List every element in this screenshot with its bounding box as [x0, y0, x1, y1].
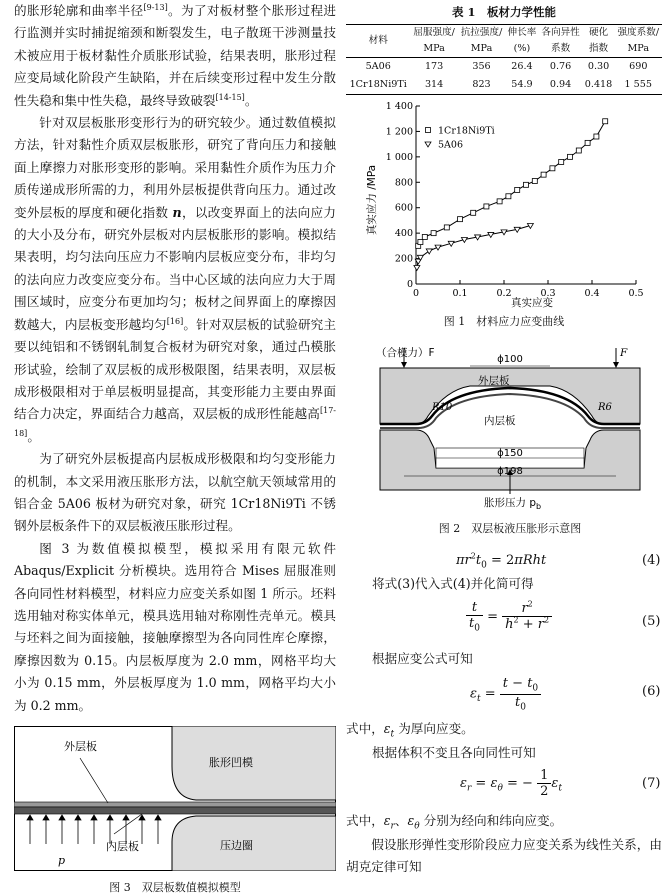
chart-point-square [418, 240, 423, 245]
fig2-r10: R10 [432, 402, 453, 413]
table-header: 屈服强度/ [410, 25, 457, 42]
figure-3 [14, 726, 336, 892]
fig2-pressure-label: 胀形压力 $p_b$ [484, 497, 542, 511]
chart-x-tick-label: 0.2 [496, 288, 512, 299]
equation-6-number: (6) [642, 684, 661, 699]
table-row: 5A06 173 356 26.4 0.76 0.30 690 [365, 61, 648, 72]
chart-point-square [515, 187, 520, 192]
chart-point-square [497, 199, 502, 204]
chart-legend-label: 5A06 [438, 139, 463, 151]
fig2-caption: 图 2 双层板液压胀形示意图 [438, 522, 582, 535]
chart-point-square [422, 234, 427, 239]
fig2-inner-label: 内层板 [484, 415, 516, 427]
equation-4: $\pi r^2t_0 = 2\pi Rht$ [456, 551, 547, 571]
chart-point-square [568, 154, 573, 159]
left-column [14, 0, 336, 717]
chart-point-square [506, 194, 511, 199]
fig2-diagram [360, 344, 660, 512]
paragraph-4: 图 3 为数值模拟模型，模拟采用有限元软件 Abaqus/Explicit 分析模块。选用符合 Mises 屈服准则各向同性材料模型，材料应力应变关系如图 1 所示。坯料选用轴对称实体单元，模具选用轴对称刚性壳单元。模具与坯料之间为面接触，接触摩擦型为各向同性库仑摩擦，摩擦因数为 0.15。内层板厚度为 2.0 mm，网格平均大小为 0.15 mm，外层板厚度为 1.0 mm，网格平均大小为 0.2 mm。 [14, 540, 336, 713]
chart-x-tick-label: 0.4 [584, 288, 600, 299]
chart-point-triangle [414, 265, 420, 270]
chart-point-square [559, 159, 564, 164]
fig3-die-label: 胀形凹模 [209, 756, 253, 769]
table-row: 1Cr18Ni9Ti 314 823 54.9 0.94 0.418 1 555 [346, 76, 662, 95]
chart-y-tick-label: 1 000 [385, 151, 413, 163]
chart-ylabel: 真实应力 /MPa [366, 164, 378, 236]
text-radial-strain: 式中，$\varepsilon_r$、$\varepsilon_\theta$ 分别为经向和纬向应变。 [346, 813, 563, 832]
equation-7: $\varepsilon_r = \varepsilon_\theta$ = − $\frac{1}{2}$ $\varepsilon_t$ [460, 768, 562, 799]
equation-4-number: (4) [642, 553, 661, 568]
table-header: 材料 [346, 25, 410, 58]
fig3-diagram [14, 726, 336, 871]
table-header: 指数 [583, 41, 615, 58]
chart-point-square [524, 182, 529, 187]
chart-y-tick-label: 0 [406, 279, 413, 290]
text-volume: 根据体积不变且各向同性可知 [372, 745, 536, 760]
equation-5-number: (5) [642, 614, 661, 629]
table-header: MPa [410, 41, 457, 58]
equation-7-number: (7) [642, 776, 661, 791]
paragraph-1: 的胀形轮廓和曲率半径[9-13]。为了对板材整个胀形过程进行监测并实时捕捉缩颈和断裂发生，电子散斑干涉测量技术被应用于板材黏性介质胀形试验，结果表明，胀形过程应变局域化阶段产生缺陷，并在后续变形过程中发生分散性失稳和集中性失稳，最终导致破裂[14-15]。 [14, 2, 337, 108]
text-hooke: 假设胀形弹性变形阶段应力应变关系为线性关系，由胡克定律可知 [346, 837, 662, 875]
chart-point-square [550, 166, 555, 171]
fig3-outer-label: 外层板 [64, 740, 97, 753]
chart-y-tick-label: 1 400 [385, 101, 413, 112]
chart-point-square [576, 148, 581, 153]
fig2-force-label: （合模力）F [376, 347, 435, 359]
table-title: 表 1 板材力学性能 [451, 5, 556, 19]
chart-point-square [541, 172, 546, 177]
table-header: 各向异性 [539, 25, 583, 42]
fig2-r6: R6 [598, 402, 612, 413]
table-header: 伸长率 [505, 25, 538, 42]
fig2-d198: ϕ198 [497, 466, 523, 477]
text-thickness-strain: 式中，$\varepsilon_t$ 为厚向应变。 [346, 721, 474, 740]
figure-2 [360, 344, 660, 534]
chart-point-square [458, 217, 463, 222]
chart-x-tick-label: 0 [412, 288, 420, 299]
fig2-d150: ϕ150 [497, 448, 523, 459]
chart-point-square [431, 231, 436, 236]
table-header: 抗拉强度/ [458, 25, 505, 42]
paragraph-2: 针对双层板胀形变形行为的研究较少。通过数值模拟方法，针对黏性介质双层板胀形，研究了背向压力和接触面上摩擦力对胀形变形的影响。采用黏性介质作为压力介质传递成形所需的力，利用外层板提供背向压力。通过改变外层板的厚度和硬化指数 n，以改变界面上的法向应力的大小及分布，研究外层板对内层板胀形的影响。模拟结果表明，均匀法向压应力不影响内层板应变分布，非均匀的法向应力改变应变分布。当中心区域的法向应力大于周围区域时，应变分布更加均匀；板材之间界面上的摩擦因数越大，内层板变形越均匀[16]。针对双层板的试验研究主要以纯铝和不锈钢轧制复合板材为研究对象，通过凸模胀形试验，绘制了双层板的成形极限图，结果表明，双层板成形极限相对于单层板明显提高，其变形能力主要由界面结合力决定，界面结合力越高，双层板的成形性能越高[17-18]。 [14, 115, 337, 444]
chart-x-tick-label: 0.5 [628, 288, 644, 299]
table-header: 系数 [539, 41, 583, 58]
fig1-caption: 图 1 材料应力应变曲线 [443, 315, 565, 328]
text-substitute: 将式(3)代入式(4)并化简可得 [372, 576, 534, 591]
chart-y-tick-label: 600 [394, 202, 413, 214]
fig2-d100: ϕ100 [497, 354, 523, 365]
chart-y-tick-label: 1 200 [385, 126, 413, 138]
chart-point-square [594, 134, 599, 139]
fig3-caption: 图 3 双层板数值模拟模型 [109, 881, 241, 894]
chart-legend-marker [426, 128, 431, 133]
chart-point-square [603, 119, 608, 124]
table-header: 强度系数/ [615, 25, 662, 42]
text-strain-formula: 根据应变公式可知 [372, 651, 473, 666]
chart-x-tick-label: 0.1 [452, 288, 468, 299]
fig3-inner-label: 内层板 [106, 840, 139, 853]
stress-strain-chart [346, 100, 662, 312]
table-header: MPa [458, 41, 505, 58]
chart-marks [414, 119, 608, 271]
chart-y-tick-label: 400 [394, 228, 413, 240]
chart-xlabel: 真实应变 [511, 297, 553, 309]
chart-point-square [444, 225, 449, 230]
chart-point-triangle [426, 249, 432, 254]
fig2-force-right: F [620, 347, 628, 359]
fig2-outer-label: 外层板 [478, 375, 510, 387]
chart-legend-marker [425, 142, 431, 147]
material-properties-table [346, 24, 662, 95]
table-header: (%) [505, 41, 538, 58]
paragraph-3: 为了研究外层板提高内层板成形极限和均匀变形能力的机制，本文采用液压胀形方法，以航空航天领域常用的铝合金 5A06 板材为研究对象，研究 1Cr18Ni9Ti 不锈钢外层板条件下的双层板液压胀形过程。 [14, 451, 336, 534]
chart-y-tick-label: 800 [394, 177, 413, 189]
equation-5: $\frac{t}{t_0}$ = $\frac{r^2}{h^2 + r^2}$ [466, 600, 552, 634]
chart-x-tick-label: 0.3 [540, 288, 556, 299]
chart-point-square [471, 210, 476, 215]
chart-point-square [484, 204, 489, 209]
chart-point-square [532, 179, 537, 184]
figure-1 [346, 100, 662, 332]
table-header: MPa [615, 41, 662, 58]
chart-axes [386, 101, 644, 299]
chart-y-tick-label: 200 [394, 253, 413, 265]
fig3-p-label: p [58, 854, 66, 867]
equation-6: $\varepsilon_t$ = $\frac{t - t_0}{t_0}$ [470, 676, 541, 712]
chart-legend-label: 1Cr18Ni9Ti [438, 125, 495, 137]
table-header: 硬化 [583, 25, 615, 42]
chart-point-square [585, 140, 590, 145]
fig3-ring-label: 压边圈 [220, 839, 253, 852]
